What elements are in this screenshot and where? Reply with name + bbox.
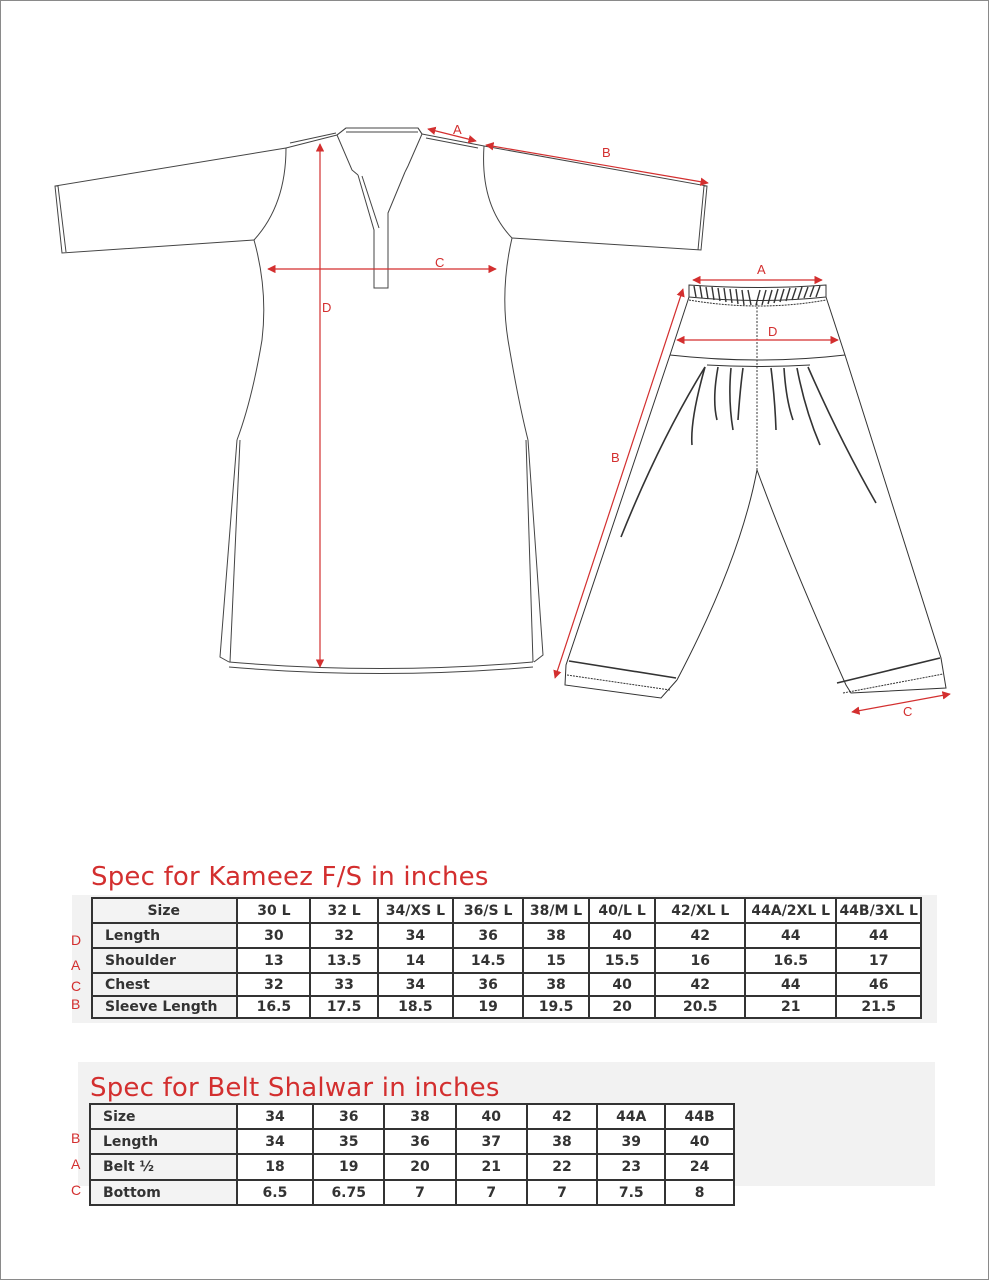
kameez-label-d: D	[322, 300, 332, 315]
cell: 17	[836, 948, 921, 973]
cell: 36	[384, 1129, 456, 1154]
table-row	[92, 923, 921, 948]
cell: 13.5	[310, 948, 377, 973]
header-cell: Size	[92, 898, 237, 923]
header-cell: 36	[313, 1104, 384, 1129]
header-cell: 32 L	[310, 898, 377, 923]
row-label: Belt ½	[90, 1154, 237, 1180]
shalwar-table-title: Spec for Belt Shalwar in inches	[90, 1073, 500, 1103]
cell: 20	[589, 996, 656, 1018]
row-label: Sleeve Length	[92, 996, 237, 1018]
row-label: Chest	[92, 973, 237, 996]
cell: 16.5	[237, 996, 310, 1018]
cell: 32	[310, 923, 377, 948]
cell: 21	[456, 1154, 527, 1180]
header-cell: 44A/2XL L	[745, 898, 836, 923]
cell: 18.5	[378, 996, 453, 1018]
cell: 19	[313, 1154, 384, 1180]
header-cell: 38/M L	[523, 898, 588, 923]
cell: 7	[456, 1180, 527, 1205]
table-row	[92, 948, 921, 973]
cell: 37	[456, 1129, 527, 1154]
shalwar-drawing	[565, 285, 946, 698]
kameez-label-a: A	[453, 122, 462, 137]
cell: 46	[836, 973, 921, 996]
table-row	[90, 1129, 734, 1154]
kameez-dim-a	[428, 129, 476, 141]
cell: 30	[237, 923, 310, 948]
shalwar-dim-b	[555, 289, 683, 678]
cell: 42	[655, 923, 745, 948]
cell: 34	[237, 1129, 314, 1154]
header-cell: 30 L	[237, 898, 310, 923]
cell: 16	[655, 948, 745, 973]
header-cell: 36/S L	[453, 898, 523, 923]
cell: 7	[527, 1180, 598, 1205]
table-header-row	[90, 1104, 734, 1129]
row-letter: C	[71, 978, 82, 994]
cell: 24	[665, 1154, 734, 1180]
cell: 35	[313, 1129, 384, 1154]
header-cell: 44B	[665, 1104, 734, 1129]
cell: 18	[237, 1154, 314, 1180]
cell: 17.5	[310, 996, 377, 1018]
cell: 36	[453, 923, 523, 948]
cell: 21	[745, 996, 836, 1018]
cell: 23	[597, 1154, 665, 1180]
kameez-drawing	[55, 128, 707, 674]
row-label: Length	[90, 1129, 237, 1154]
row-label: Bottom	[90, 1180, 237, 1205]
cell: 40	[589, 973, 656, 996]
cell: 38	[523, 973, 588, 996]
cell: 15	[523, 948, 588, 973]
kameez-dim-b	[486, 145, 708, 183]
row-letter: B	[71, 996, 81, 1012]
header-cell: 42/XL L	[655, 898, 745, 923]
cell: 8	[665, 1180, 734, 1205]
row-label: Shoulder	[92, 948, 237, 973]
cell: 33	[310, 973, 377, 996]
cell: 22	[527, 1154, 598, 1180]
cell: 20.5	[655, 996, 745, 1018]
table-row	[92, 973, 921, 996]
header-cell: 34/XS L	[378, 898, 453, 923]
header-cell: 44B/3XL L	[836, 898, 921, 923]
shalwar-label-c: C	[903, 704, 913, 719]
header-cell: 38	[384, 1104, 456, 1129]
header-cell: 40	[456, 1104, 527, 1129]
cell: 7.5	[597, 1180, 665, 1205]
row-letter: D	[71, 932, 82, 948]
cell: 16.5	[745, 948, 836, 973]
cell: 38	[523, 923, 588, 948]
cell: 14	[378, 948, 453, 973]
row-letter: A	[71, 957, 81, 973]
cell: 40	[589, 923, 656, 948]
cell: 44	[836, 923, 921, 948]
cell: 34	[378, 973, 453, 996]
kameez-table-title: Spec for Kameez F/S in inches	[91, 862, 489, 892]
header-cell: Size	[90, 1104, 237, 1129]
cell: 7	[384, 1180, 456, 1205]
header-cell: 40/L L	[589, 898, 656, 923]
cell: 39	[597, 1129, 665, 1154]
cell: 44	[745, 973, 836, 996]
table-row	[90, 1180, 734, 1205]
cell: 6.75	[313, 1180, 384, 1205]
shalwar-spec-table	[89, 1103, 735, 1206]
cell: 14.5	[453, 948, 523, 973]
header-cell: 42	[527, 1104, 598, 1129]
cell: 40	[665, 1129, 734, 1154]
cell: 38	[527, 1129, 598, 1154]
kameez-spec-table	[91, 897, 922, 1019]
shalwar-dim-c	[852, 694, 950, 712]
cell: 36	[453, 973, 523, 996]
cell: 15.5	[589, 948, 656, 973]
cell: 20	[384, 1154, 456, 1180]
row-label: Length	[92, 923, 237, 948]
cell: 32	[237, 973, 310, 996]
cell: 34	[378, 923, 453, 948]
row-letter: A	[71, 1156, 81, 1172]
shalwar-label-b: B	[611, 450, 620, 465]
cell: 42	[655, 973, 745, 996]
shalwar-label-a: A	[757, 262, 766, 277]
table-header-row	[92, 898, 921, 923]
table-row	[92, 996, 921, 1018]
cell: 13	[237, 948, 310, 973]
shalwar-label-d: D	[768, 324, 778, 339]
row-letter: B	[71, 1130, 81, 1146]
cell: 6.5	[237, 1180, 314, 1205]
cell: 19.5	[523, 996, 588, 1018]
header-cell: 44A	[597, 1104, 665, 1129]
cell: 21.5	[836, 996, 921, 1018]
kameez-label-c: C	[435, 255, 445, 270]
table-row	[90, 1154, 734, 1180]
kameez-label-b: B	[602, 145, 611, 160]
cell: 19	[453, 996, 523, 1018]
row-letter: C	[71, 1182, 82, 1198]
header-cell: 34	[237, 1104, 314, 1129]
cell: 44	[745, 923, 836, 948]
